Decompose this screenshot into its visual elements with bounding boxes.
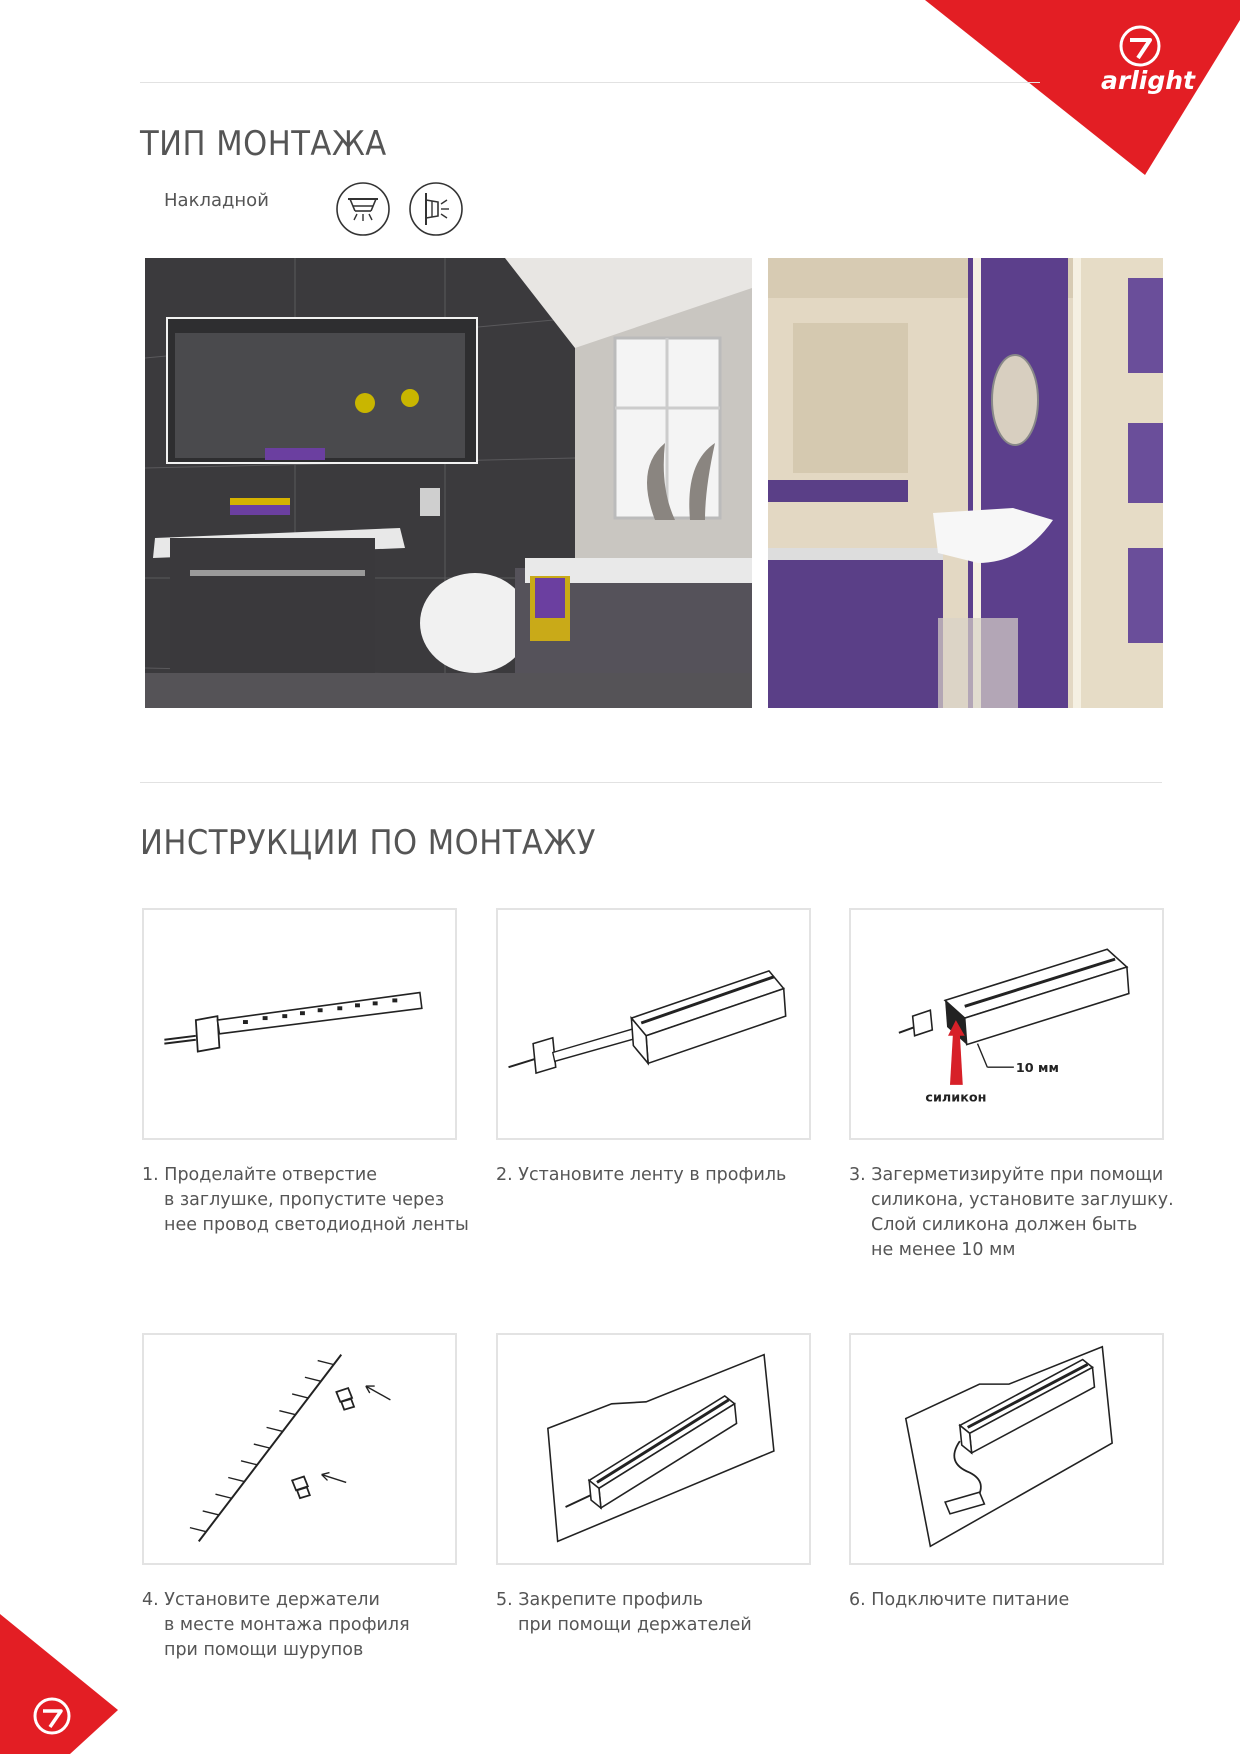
brand-logo-text: arlight <box>1101 66 1195 95</box>
brand-logo-icon-bottom <box>32 1696 72 1736</box>
mounting-type-label: Накладной <box>164 190 269 211</box>
step-4-line-3: при помощи шурупов <box>164 1640 364 1660</box>
wall-mount-icon <box>408 181 464 237</box>
mounting-type-title: ТИП МОНТАЖА <box>140 124 387 164</box>
step-2-line-1: Установите ленту в профиль <box>518 1165 787 1185</box>
step-4-line-2: в месте монтажа профиля <box>164 1615 410 1635</box>
step-2-image <box>496 908 811 1140</box>
header-divider <box>140 82 1040 83</box>
silicone-label: силикон <box>925 1090 987 1106</box>
step-1-line-3: нее провод светодиодной ленты <box>164 1215 469 1235</box>
step-4-image <box>142 1333 457 1565</box>
step-5-line-1: Закрепите профиль <box>518 1590 704 1610</box>
brand-logo-icon <box>1118 24 1162 68</box>
bathroom-photo-purple <box>768 258 1163 708</box>
step-6-image <box>849 1333 1164 1565</box>
step-4-number: 4. <box>142 1590 159 1610</box>
step-5-line-2: при помощи держателей <box>518 1615 752 1635</box>
step-3-line-1: Загерметизируйте при помощи <box>871 1165 1164 1185</box>
bathroom-photo-dark <box>145 258 752 708</box>
step-6-caption <box>849 1588 1069 1613</box>
step-3-line-2: силикона, установите заглушку. <box>871 1190 1174 1210</box>
step-3-number: 3. <box>849 1165 866 1185</box>
step-6-number: 6. <box>849 1590 866 1610</box>
step-5-caption <box>496 1588 752 1638</box>
dimension-label: 10 мм <box>1015 1061 1059 1077</box>
step-2-number: 2. <box>496 1165 513 1185</box>
step-5-image <box>496 1333 811 1565</box>
step-3-caption <box>849 1163 1174 1263</box>
step-3-line-4: не менее 10 мм <box>871 1240 1016 1260</box>
step-1-image <box>142 908 457 1140</box>
step-1-line-1: Проделайте отверстие <box>164 1165 377 1185</box>
step-1-number: 1. <box>142 1165 159 1185</box>
step-3-line-3: Слой силикона должен быть <box>871 1215 1138 1235</box>
section-divider <box>140 782 1162 783</box>
step-4-line-1: Установите держатели <box>164 1590 380 1610</box>
step-1-line-2: в заглушке, пропустите через <box>164 1190 445 1210</box>
ceiling-mount-icon <box>335 181 391 237</box>
step-6-line-1: Подключите питание <box>871 1590 1070 1610</box>
step-4-caption <box>142 1588 410 1663</box>
step-5-number: 5. <box>496 1590 513 1610</box>
step-2-caption <box>496 1163 786 1188</box>
step-1-caption <box>142 1163 469 1238</box>
step-3-image <box>849 908 1164 1140</box>
instructions-title: ИНСТРУКЦИИ ПО МОНТАЖУ <box>140 823 596 863</box>
